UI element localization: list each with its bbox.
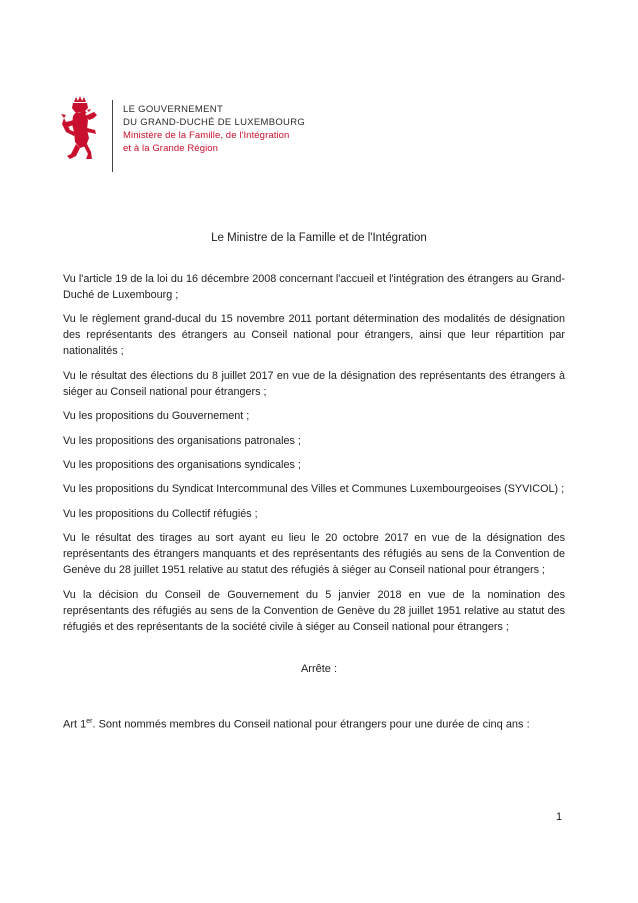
consideration-paragraph: Vu le résultat des tirages au sort ayant eu lieu le 20 octobre 2017 en vue de la désignation des représentants des étrangers manquants et des représentants des réfugiés au sens de la Convention de Genève du 28 juillet 1951 relative au statut des réfugiés à siéger au Conseil national pour étrangers ; <box>63 532 565 577</box>
arrete-heading: Arrête : <box>300 663 338 675</box>
consideration-paragraph: Vu les propositions des organisations syndicales ; <box>63 458 301 471</box>
ministry-line-1: Ministère de la Famille, de l'Intégration <box>123 130 290 141</box>
consideration-paragraph: Vu la décision du Conseil de Gouvernement du 5 janvier 2018 en vue de la nomination des représentants des réfugiés au sens de la Convention de Genève du 28 juillet 1951 relative au statut des réfugiés et des représentants de la société civile à siéger au Conseil national pour étrangers ; <box>63 588 565 633</box>
consideration-paragraph: Vu l'article 19 de la loi du 16 décembre 2008 concernant l'accueil et l'intégration des étrangers au Grand-Duché de Luxembourg ; <box>63 273 565 301</box>
ministry-line-2: et à la Grande Région <box>123 143 219 154</box>
consideration-paragraph: Vu le résultat des élections du 8 juillet 2017 en vue de la désignation des représentants des étrangers à siéger au Conseil national pour étrangers ; <box>63 369 565 398</box>
consideration-paragraph: Vu les propositions du Collectif réfugiés ; <box>63 507 258 520</box>
consideration-paragraph: Vu les propositions du Gouvernement ; <box>63 410 250 423</box>
header-divider <box>112 100 113 172</box>
article-prefix: Art 1 <box>63 718 87 731</box>
government-line-1: LE GOUVERNEMENT <box>123 104 224 115</box>
consideration-paragraph: Vu le règlement grand-ducal du 15 novembre 2011 portant détermination des modalités de désignation des représentants des étrangers au Conseil national pour étrangers, ainsi que leur répartition par nationalités ; <box>63 313 565 358</box>
red-lion-icon <box>58 96 106 166</box>
article-1 <box>63 718 530 731</box>
article-superscript: er <box>86 718 93 725</box>
organization-name <box>123 103 305 155</box>
page-number: 1 <box>556 811 563 823</box>
government-line-2: DU GRAND-DUCHÉ DE LUXEMBOURG <box>123 117 306 128</box>
article-text: . Sont nommés membres du Conseil national pour étrangers pour une durée de cinq ans : <box>92 718 530 731</box>
considerations <box>63 271 565 643</box>
document-title: Le Ministre de la Famille et de l'Intégration <box>211 232 427 244</box>
consideration-paragraph: Vu les propositions des organisations patronales ; <box>63 434 301 447</box>
consideration-paragraph: Vu les propositions du Syndicat Intercommunal des Villes et Communes Luxembourgeoises (SYVICOL) ; <box>63 483 565 496</box>
